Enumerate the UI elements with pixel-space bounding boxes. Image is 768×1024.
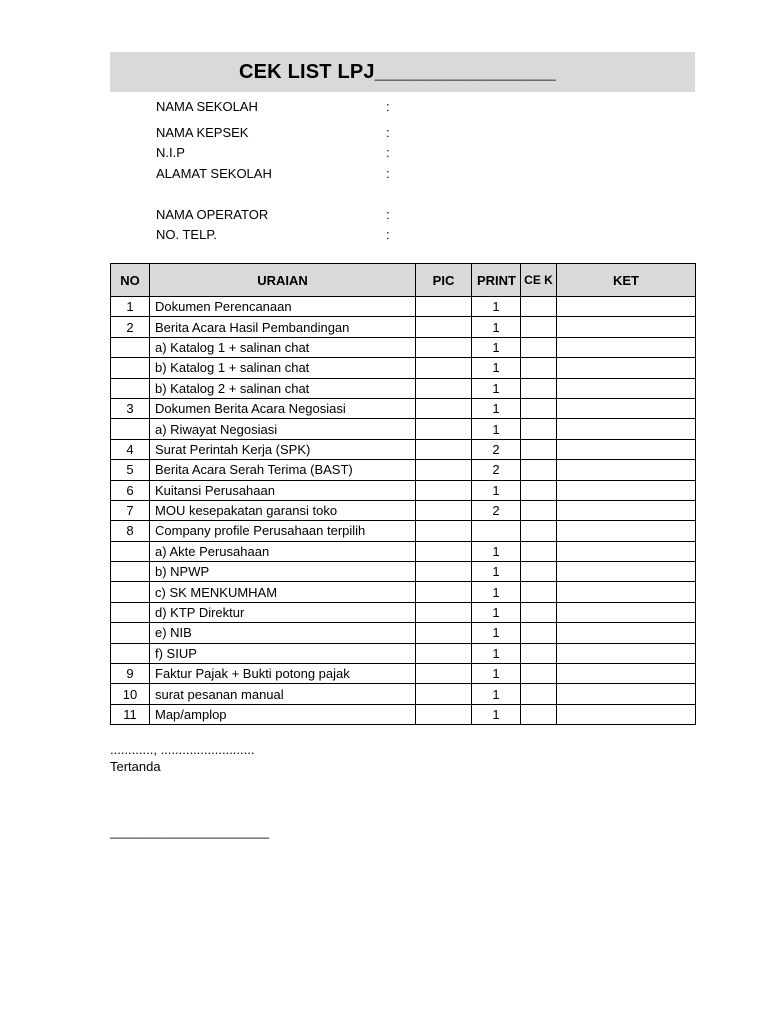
cell-no xyxy=(111,541,150,561)
cell-cek xyxy=(521,480,557,500)
cell-cek xyxy=(521,704,557,724)
cell-no xyxy=(111,562,150,582)
info-label: NO. TELP. xyxy=(156,227,217,242)
cell-ket xyxy=(557,582,696,602)
cell-cek xyxy=(521,419,557,439)
table-row xyxy=(111,439,696,459)
info-label: N.I.P xyxy=(156,145,185,160)
cell-cek xyxy=(521,684,557,704)
cell-cek xyxy=(521,562,557,582)
cell-no xyxy=(111,378,150,398)
table-row xyxy=(111,378,696,398)
cell-uraian: Berita Acara Serah Terima (BAST) xyxy=(150,460,416,480)
info-colon: : xyxy=(386,99,390,114)
cell-no xyxy=(111,582,150,602)
cell-pic xyxy=(416,378,472,398)
cell-ket xyxy=(557,643,696,663)
page-title: CEK LIST LPJ________________ xyxy=(239,61,556,83)
table-row xyxy=(111,541,696,561)
cell-print: 1 xyxy=(472,602,521,622)
cell-print xyxy=(472,521,521,541)
cell-no: 5 xyxy=(111,460,150,480)
cell-no: 4 xyxy=(111,439,150,459)
cell-uraian: e) NIB xyxy=(150,623,416,643)
cell-cek xyxy=(521,623,557,643)
cell-print: 2 xyxy=(472,500,521,520)
cell-pic xyxy=(416,643,472,663)
cell-ket xyxy=(557,297,696,317)
cell-print: 1 xyxy=(472,297,521,317)
cell-print: 1 xyxy=(472,317,521,337)
table-row xyxy=(111,297,696,317)
cell-print: 1 xyxy=(472,480,521,500)
table-row xyxy=(111,664,696,684)
cell-cek xyxy=(521,541,557,561)
table-row xyxy=(111,358,696,378)
cell-cek xyxy=(521,358,557,378)
checklist-table xyxy=(110,263,696,725)
cell-print: 1 xyxy=(472,358,521,378)
info-colon: : xyxy=(386,125,390,140)
cell-pic xyxy=(416,439,472,459)
table-row xyxy=(111,419,696,439)
cell-ket xyxy=(557,623,696,643)
cell-uraian: b) Katalog 1 + salinan chat xyxy=(150,358,416,378)
cell-no: 11 xyxy=(111,704,150,724)
info-label: NAMA OPERATOR xyxy=(156,207,269,222)
cell-ket xyxy=(557,439,696,459)
table-row xyxy=(111,521,696,541)
cell-ket xyxy=(557,562,696,582)
cell-pic xyxy=(416,582,472,602)
cell-ket xyxy=(557,500,696,520)
cell-pic xyxy=(416,337,472,357)
cell-no: 3 xyxy=(111,398,150,418)
cell-cek xyxy=(521,664,557,684)
cell-uraian: Faktur Pajak + Bukti potong pajak xyxy=(150,664,416,684)
cell-print: 1 xyxy=(472,419,521,439)
cell-pic xyxy=(416,460,472,480)
table-row xyxy=(111,684,696,704)
cell-no xyxy=(111,419,150,439)
cell-ket xyxy=(557,419,696,439)
header-pic: PIC xyxy=(416,264,472,297)
signature-line: ______________________ xyxy=(110,824,270,839)
cell-print: 1 xyxy=(472,541,521,561)
cell-cek xyxy=(521,602,557,622)
table-header-row xyxy=(111,264,696,297)
cell-uraian: surat pesanan manual xyxy=(150,684,416,704)
cell-uraian: b) Katalog 2 + salinan chat xyxy=(150,378,416,398)
cell-print: 1 xyxy=(472,378,521,398)
info-label: NAMA SEKOLAH xyxy=(156,99,258,114)
cell-pic xyxy=(416,398,472,418)
cell-cek xyxy=(521,337,557,357)
cell-pic xyxy=(416,562,472,582)
table-row xyxy=(111,562,696,582)
cell-pic xyxy=(416,664,472,684)
cell-uraian: b) NPWP xyxy=(150,562,416,582)
cell-no: 6 xyxy=(111,480,150,500)
cell-no: 7 xyxy=(111,500,150,520)
cell-cek xyxy=(521,297,557,317)
cell-print: 1 xyxy=(472,643,521,663)
cell-print: 1 xyxy=(472,582,521,602)
tertanda-label: Tertanda xyxy=(110,759,161,774)
cell-print: 1 xyxy=(472,337,521,357)
cell-no xyxy=(111,643,150,663)
cell-pic xyxy=(416,602,472,622)
info-colon: : xyxy=(386,145,390,160)
info-colon: : xyxy=(386,207,390,222)
cell-uraian: Surat Perintah Kerja (SPK) xyxy=(150,439,416,459)
cell-ket xyxy=(557,358,696,378)
header-no: NO xyxy=(111,264,150,297)
info-colon: : xyxy=(386,227,390,242)
cell-cek xyxy=(521,398,557,418)
cell-no xyxy=(111,337,150,357)
cell-uraian: Map/amplop xyxy=(150,704,416,724)
cell-no: 9 xyxy=(111,664,150,684)
cell-uraian: Dokumen Perencanaan xyxy=(150,297,416,317)
cell-cek xyxy=(521,460,557,480)
cell-pic xyxy=(416,317,472,337)
cell-uraian: a) Riwayat Negosiasi xyxy=(150,419,416,439)
cell-no xyxy=(111,358,150,378)
cell-cek xyxy=(521,317,557,337)
cell-no xyxy=(111,602,150,622)
cell-cek xyxy=(521,643,557,663)
cell-pic xyxy=(416,541,472,561)
cell-uraian: Dokumen Berita Acara Negosiasi xyxy=(150,398,416,418)
cell-ket xyxy=(557,541,696,561)
cell-uraian: MOU kesepakatan garansi toko xyxy=(150,500,416,520)
cell-ket xyxy=(557,684,696,704)
cell-ket xyxy=(557,521,696,541)
table-row xyxy=(111,460,696,480)
cell-uraian: f) SIUP xyxy=(150,643,416,663)
table-row xyxy=(111,643,696,663)
cell-print: 1 xyxy=(472,623,521,643)
table-row xyxy=(111,480,696,500)
cell-pic xyxy=(416,297,472,317)
cell-pic xyxy=(416,623,472,643)
title-bar xyxy=(110,52,695,92)
cell-pic xyxy=(416,419,472,439)
cell-print: 1 xyxy=(472,684,521,704)
header-uraian: URAIAN xyxy=(150,264,416,297)
cell-ket xyxy=(557,480,696,500)
cell-pic xyxy=(416,480,472,500)
cell-no: 10 xyxy=(111,684,150,704)
cell-ket xyxy=(557,704,696,724)
table-body xyxy=(111,297,696,725)
header-print: PRINT xyxy=(472,264,521,297)
cell-ket xyxy=(557,460,696,480)
cell-no: 8 xyxy=(111,521,150,541)
table-row xyxy=(111,317,696,337)
cell-ket xyxy=(557,378,696,398)
cell-ket xyxy=(557,664,696,684)
cell-cek xyxy=(521,582,557,602)
cell-cek xyxy=(521,378,557,398)
cell-ket xyxy=(557,602,696,622)
cell-uraian: a) Katalog 1 + salinan chat xyxy=(150,337,416,357)
table-row xyxy=(111,337,696,357)
cell-ket xyxy=(557,398,696,418)
cell-pic xyxy=(416,521,472,541)
info-label: ALAMAT SEKOLAH xyxy=(156,166,272,181)
cell-pic xyxy=(416,704,472,724)
cell-ket xyxy=(557,337,696,357)
table-row xyxy=(111,623,696,643)
cell-uraian: a) Akte Perusahaan xyxy=(150,541,416,561)
cell-print: 1 xyxy=(472,562,521,582)
cell-uraian: d) KTP Direktur xyxy=(150,602,416,622)
cell-no: 2 xyxy=(111,317,150,337)
cell-print: 2 xyxy=(472,460,521,480)
table-row xyxy=(111,398,696,418)
cell-uraian: Company profile Perusahaan terpilih xyxy=(150,521,416,541)
cell-pic xyxy=(416,684,472,704)
cell-cek xyxy=(521,439,557,459)
date-line: ............, .......................... xyxy=(110,742,255,757)
cell-pic xyxy=(416,500,472,520)
header-cek: CE K xyxy=(521,264,557,297)
cell-cek xyxy=(521,500,557,520)
cell-cek xyxy=(521,521,557,541)
cell-no xyxy=(111,623,150,643)
cell-print: 1 xyxy=(472,398,521,418)
cell-no: 1 xyxy=(111,297,150,317)
cell-print: 1 xyxy=(472,704,521,724)
info-label: NAMA KEPSEK xyxy=(156,125,249,140)
info-colon: : xyxy=(386,166,390,181)
header-ket: KET xyxy=(557,264,696,297)
cell-print: 2 xyxy=(472,439,521,459)
table-row xyxy=(111,704,696,724)
cell-print: 1 xyxy=(472,664,521,684)
table-row xyxy=(111,602,696,622)
cell-uraian: Berita Acara Hasil Pembandingan xyxy=(150,317,416,337)
table-row xyxy=(111,500,696,520)
table-row xyxy=(111,582,696,602)
cell-ket xyxy=(557,317,696,337)
cell-uraian: c) SK MENKUMHAM xyxy=(150,582,416,602)
cell-uraian: Kuitansi Perusahaan xyxy=(150,480,416,500)
cell-pic xyxy=(416,358,472,378)
